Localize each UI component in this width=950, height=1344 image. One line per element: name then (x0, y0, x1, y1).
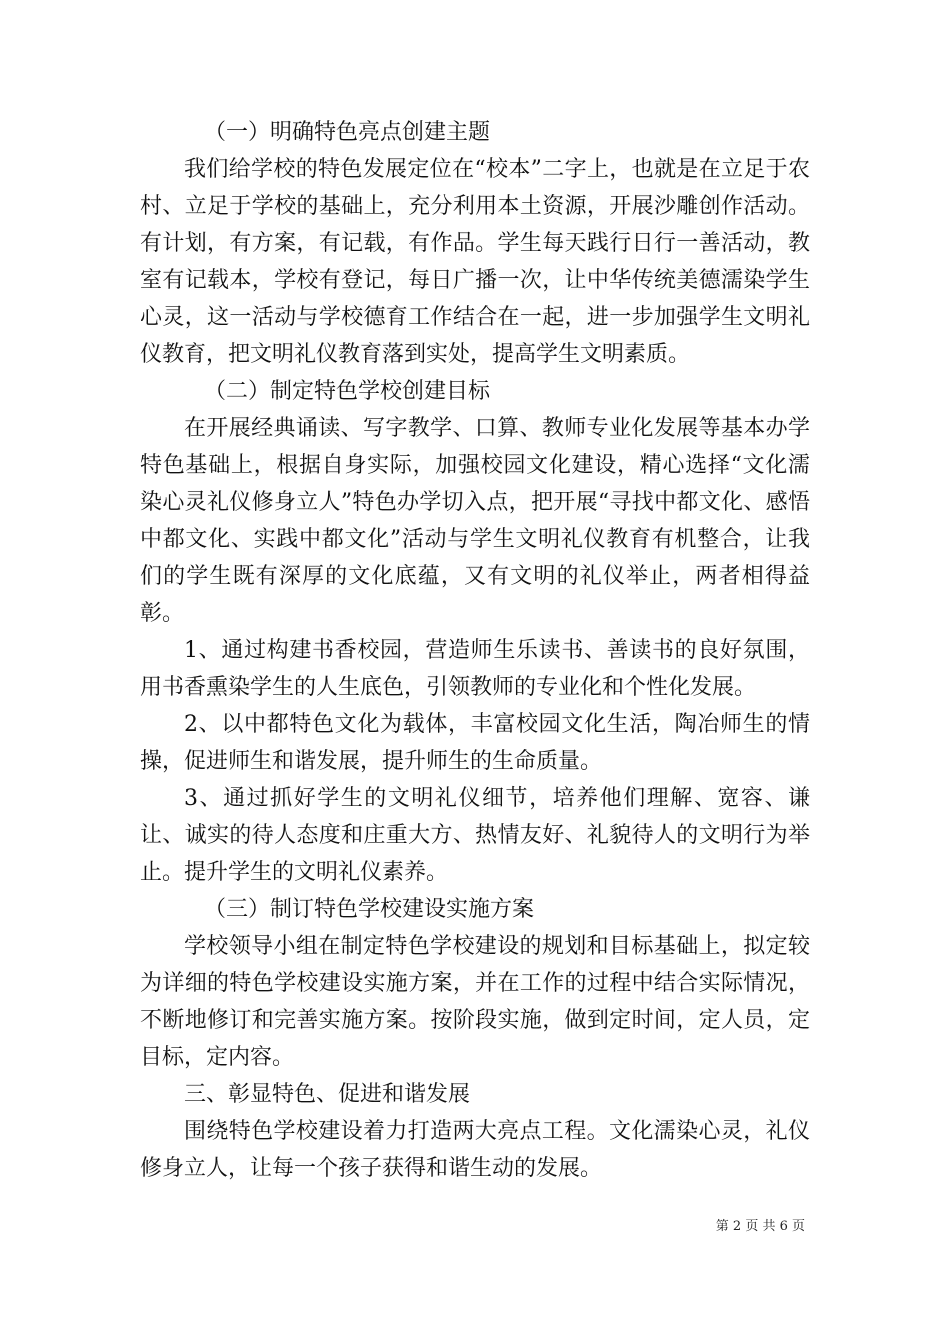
section-heading-4: 三、彰显特色、促进和谐发展 (184, 1082, 471, 1107)
paragraph-2: 在开展经典诵读、写字教学、口算、教师专业化发展等基本办学特色基础上，根据自身实际，加强校园文化建设，精心选择“文化濡染心灵礼仪修身立人”特色办学切入点，把开展“寻找中都文化、感悟中都文化、实践中都文化”活动与学生文明礼仪教育有机整合，让我们的学生既有深厚的文化底蕴，又有文明的礼仪举止，两者相得益彰。 (140, 416, 810, 626)
goal-item-2: 2、以中都特色文化为载体，丰富校园文化生活，陶冶师生的情操，促进师生和谐发展，提升师生的生命质量。 (140, 712, 810, 774)
page-number-footer: 第 2 页 共 6 页 (715, 1219, 805, 1234)
section-heading-1: （一）明确特色亮点创建主题 (204, 120, 491, 145)
goal-item-3: 3、通过抓好学生的文明礼仪细节，培养他们理解、宽容、谦让、诚实的待人态度和庄重大方、热情友好、礼貌待人的文明行为举止。提升学生的文明礼仪素养。 (140, 786, 810, 885)
document-body (140, 114, 810, 1187)
paragraph-1: 我们给学校的特色发展定位在“校本”二字上，也就是在立足于农村、立足于学校的基础上，充分利用本土资源，开展沙雕创作活动。有计划，有方案，有记载，有作品。学生每天践行日行一善活动，教室有记载本，学校有登记，每日广播一次，让中华传统美德濡染学生心灵，这一活动与学校德育工作结合在一起，进一步加强学生文明礼仪教育，把文明礼仪教育落到实处，提高学生文明素质。 (140, 157, 810, 367)
section-heading-2: （二）制定特色学校创建目标 (204, 379, 491, 404)
goal-item-1: 1、通过构建书香校园，营造师生乐读书、善读书的良好氛围，用书香熏染学生的人生底色，引领教师的专业化和个性化发展。 (140, 638, 810, 700)
paragraph-4: 围绕特色学校建设着力打造两大亮点工程。文化濡染心灵，礼仪修身立人，让每一个孩子获得和谐生动的发展。 (140, 1119, 810, 1181)
paragraph-3: 学校领导小组在制定特色学校建设的规划和目标基础上，拟定较为详细的特色学校建设实施方案，并在工作的过程中结合实际情况，不断地修订和完善实施方案。按阶段实施，做到定时间，定人员，定目标，定内容。 (140, 934, 810, 1070)
section-heading-3: （三）制订特色学校建设实施方案 (204, 897, 535, 922)
